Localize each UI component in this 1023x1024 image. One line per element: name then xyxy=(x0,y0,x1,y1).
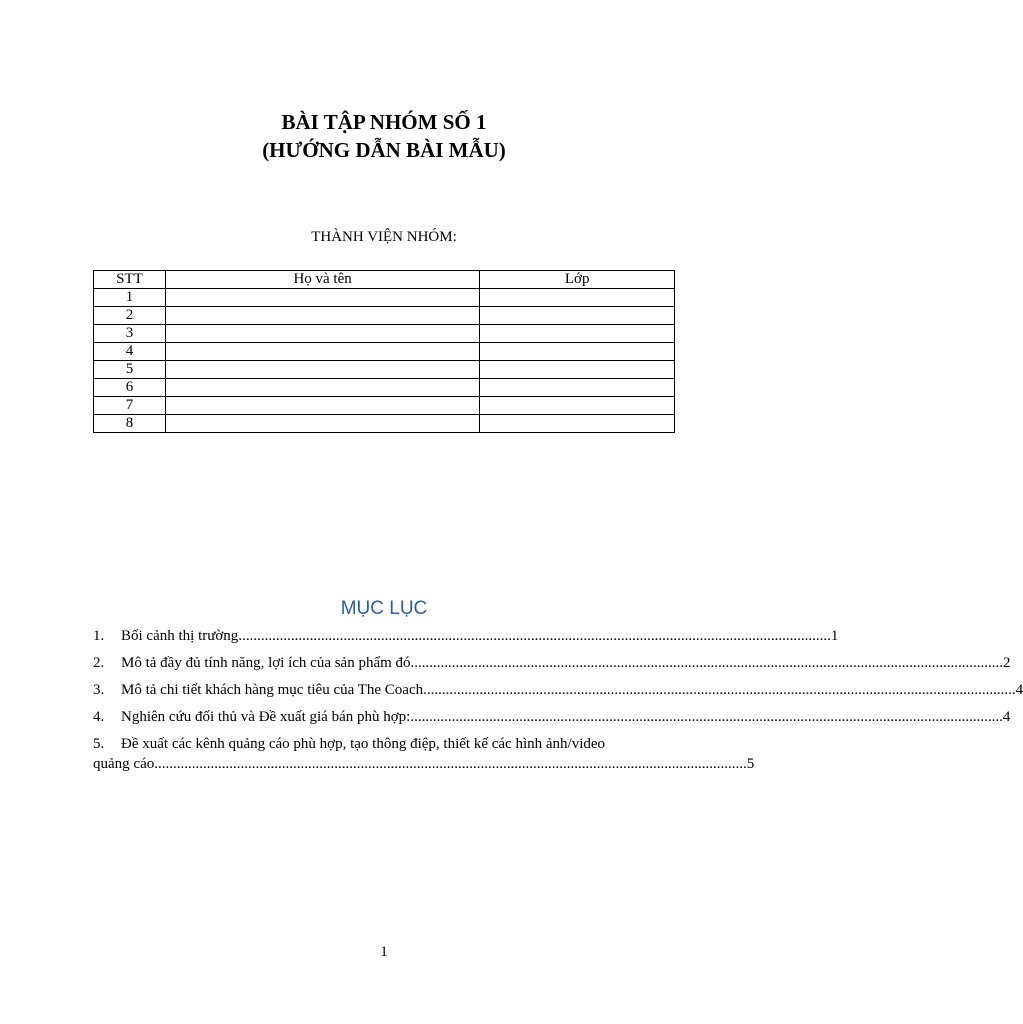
row-class xyxy=(480,343,675,361)
row-name xyxy=(165,361,479,379)
row-class xyxy=(480,289,675,307)
row-stt: 6 xyxy=(94,379,166,397)
toc-leader: .............................................................................................................................................................. xyxy=(423,682,1016,698)
table-row xyxy=(94,289,675,307)
row-class xyxy=(480,325,675,343)
row-stt: 8 xyxy=(94,415,166,433)
toc-entry-1[interactable] xyxy=(93,626,839,646)
table-row xyxy=(94,307,675,325)
toc-leader: .............................................................................................................................................................. xyxy=(154,756,747,772)
row-stt: 2 xyxy=(94,307,166,325)
toc-leader: .............................................................................................................................................................. xyxy=(238,628,831,644)
toc-entry-3[interactable] xyxy=(93,680,1023,700)
toc-entry-page: 5 xyxy=(746,756,755,772)
row-name xyxy=(165,325,479,343)
row-name xyxy=(165,415,479,433)
toc-entry-number: 2. xyxy=(93,655,105,671)
toc-entry-2[interactable] xyxy=(93,653,1011,673)
row-stt: 4 xyxy=(94,343,166,361)
toc-entry-5-continued[interactable] xyxy=(93,754,755,774)
toc-leader: .............................................................................................................................................................. xyxy=(410,655,1004,671)
row-name xyxy=(165,379,479,397)
header-class: Lớp xyxy=(480,271,675,289)
table-row xyxy=(94,361,675,379)
row-stt: 7 xyxy=(94,397,166,415)
row-class xyxy=(480,397,675,415)
member-table xyxy=(93,270,675,433)
toc-entry-text: Mô tả chi tiết khách hàng mục tiêu của The Coach xyxy=(121,682,424,698)
row-name xyxy=(165,307,479,325)
row-stt: 1 xyxy=(94,289,166,307)
members-heading: THÀNH VIỆN NHÓM: xyxy=(311,229,457,245)
table-row xyxy=(94,379,675,397)
toc-entry-4[interactable] xyxy=(93,707,1011,727)
toc-entry-number: 4. xyxy=(93,709,105,725)
row-class xyxy=(480,415,675,433)
table-row xyxy=(94,397,675,415)
header-stt: STT xyxy=(94,271,166,289)
toc-title: MỤC LỤC xyxy=(340,598,428,619)
row-stt: 5 xyxy=(94,361,166,379)
toc-entry-text: Mô tả đầy đủ tính năng, lợi ích của sản phẩm đó xyxy=(121,655,411,671)
toc-entry-text: Nghiên cứu đối thủ và Đề xuất giá bán phù hợp: xyxy=(121,709,411,725)
toc-entry-text: Đề xuất các kênh quảng cáo phù hợp, tạo thông điệp, thiết kế các hình ảnh/video xyxy=(121,736,606,752)
toc-leader: .............................................................................................................................................................. xyxy=(410,709,1003,725)
toc-entry-text: Bối cảnh thị trường xyxy=(121,628,239,644)
document-title: BÀI TẬP NHÓM SỐ 1 xyxy=(281,110,487,134)
toc-entry-page: 4 xyxy=(1015,682,1023,698)
table-row xyxy=(94,343,675,361)
row-class xyxy=(480,361,675,379)
row-class xyxy=(480,379,675,397)
row-stt: 3 xyxy=(94,325,166,343)
row-name xyxy=(165,289,479,307)
table-row xyxy=(94,325,675,343)
toc-entry-page: 2 xyxy=(1003,655,1011,671)
toc-entry-5[interactable] xyxy=(93,734,675,754)
header-name: Họ và tên xyxy=(165,271,479,289)
toc-entry-number: 1. xyxy=(93,628,105,644)
toc-entry-text-continued: quảng cáo xyxy=(93,756,155,772)
row-class xyxy=(480,307,675,325)
table-row xyxy=(94,415,675,433)
document-subtitle: (HƯỚNG DẪN BÀI MẪU) xyxy=(262,138,506,162)
toc-entry-page: 1 xyxy=(830,628,839,644)
toc-entry-number: 5. xyxy=(93,736,105,752)
toc-entry-page: 4 xyxy=(1002,709,1011,725)
table-header-row xyxy=(94,271,675,289)
row-name xyxy=(165,397,479,415)
page-number: 1 xyxy=(380,944,388,960)
toc-entry-number: 3. xyxy=(93,682,105,698)
row-name xyxy=(165,343,479,361)
